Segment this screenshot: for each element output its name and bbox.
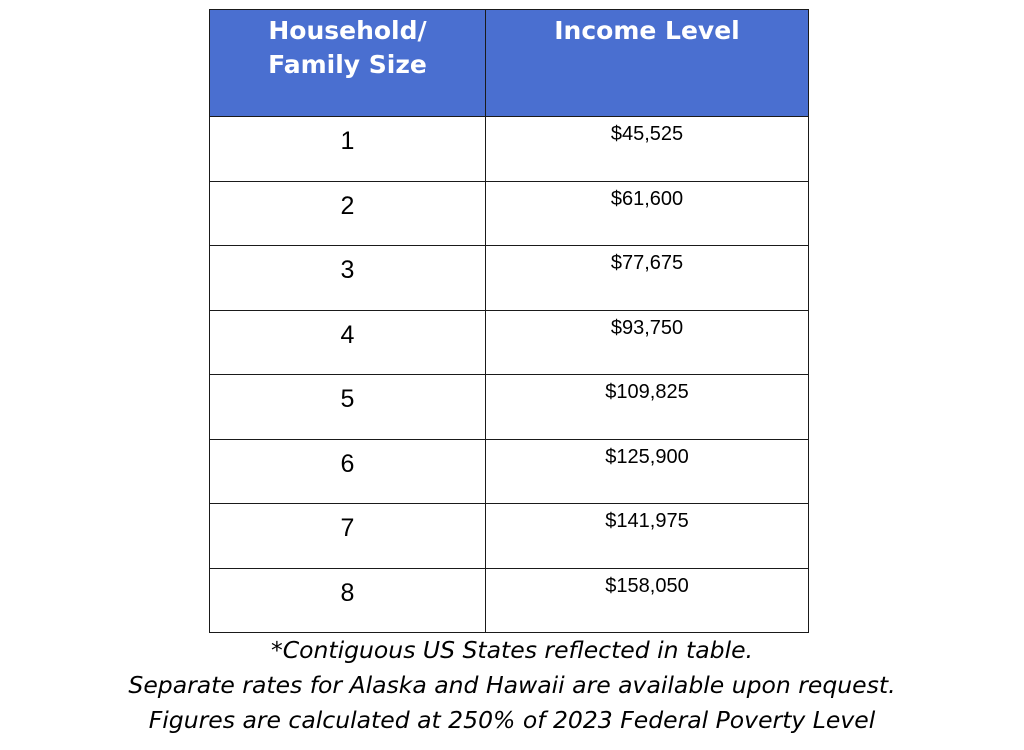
table-row [210,310,809,375]
income-table [209,9,809,633]
household-size-cell: 7 [210,504,486,569]
household-size-cell: 5 [210,375,486,440]
income-level-cell: $77,675 [486,246,809,311]
table-row [210,117,809,182]
household-size-cell: 1 [210,117,486,182]
income-level-cell: $93,750 [486,310,809,375]
table-row [210,181,809,246]
table-row [210,504,809,569]
income-level-cell: $158,050 [486,568,809,633]
header-line: Income Level [554,16,740,45]
household-size-cell: 3 [210,246,486,311]
household-size-cell: 8 [210,568,486,633]
table-row [210,246,809,311]
household-size-cell: 2 [210,181,486,246]
household-size-cell: 4 [210,310,486,375]
header-line: Household/ [268,16,427,45]
footnotes [0,633,1024,738]
footnote-contiguous-states: *Contiguous US States reflected in table. [270,636,754,664]
income-level-cell: $109,825 [486,375,809,440]
table-row [210,568,809,633]
footnote-alaska-hawaii: Separate rates for Alaska and Hawaii are available upon request. [128,671,896,699]
table-row [210,375,809,440]
table-header-row [210,10,809,117]
header-income-level [486,10,809,117]
footnote-poverty-level: Figures are calculated at 250% of 2023 Federal Poverty Level [148,706,876,734]
income-level-cell: $61,600 [486,181,809,246]
table-row [210,439,809,504]
household-size-cell: 6 [210,439,486,504]
income-level-cell: $125,900 [486,439,809,504]
income-level-cell: $141,975 [486,504,809,569]
header-household-family-size [210,10,486,117]
header-line: Family Size [268,50,427,79]
income-level-cell: $45,525 [486,117,809,182]
